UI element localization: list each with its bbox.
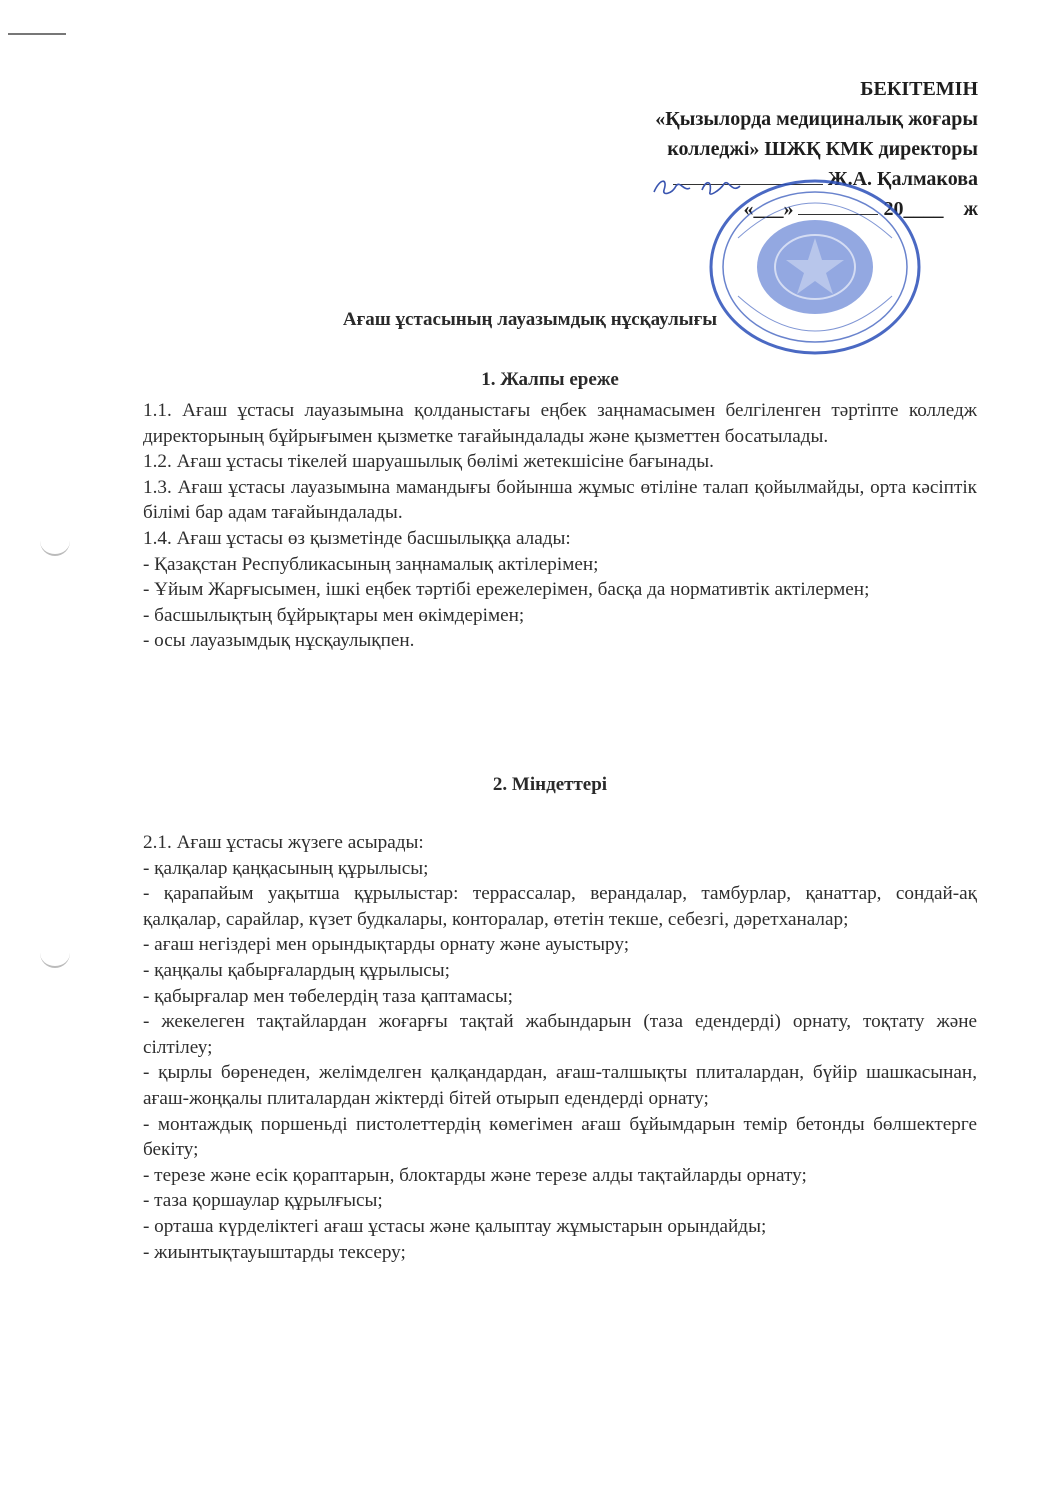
- date-day: «___»: [743, 198, 794, 220]
- list-item: - қабырғалар мен төбелердің таза қаптамасы;: [143, 985, 513, 1007]
- list-item: - ағаш негіздері мен орындықтарды орнату және ауыстыру;: [143, 934, 630, 956]
- section-2-body: [143, 830, 977, 1265]
- paragraph: 1.4. Ағаш ұстасы өз қызметінде басшылыққа алады:: [143, 527, 571, 549]
- approval-line-1: «Қызылорда медициналық жоғары: [655, 108, 978, 130]
- scan-artifact: [8, 33, 66, 35]
- list-item: - қалқалар қаңқасының құрылысы;: [143, 857, 429, 879]
- approval-heading: БЕКІТЕМІН: [860, 78, 978, 100]
- list-item: - таза қоршаулар құрылғысы;: [143, 1190, 383, 1212]
- list-item: - қырлы бөренеден, желімделген қалқандардан, ағаш-талшықты плиталардан, бүйір шашкасынан, ағаш-жоңқалы плиталардан жіктерді бітей отырып едендерді орнату;: [143, 1062, 977, 1109]
- list-item: - жиынтықтауыштарды тексеру;: [143, 1241, 406, 1263]
- section-1-heading: 1. Жалпы ереже: [481, 369, 619, 390]
- director-name: Ж.А. Қалмакова: [827, 168, 978, 190]
- list-item: - басшылықтың бұйрықтары мен өкімдерімен;: [143, 604, 525, 626]
- list-item: - қарапайым уақытша құрылыстар: террассалар, верандалар, тамбурлар, қанаттар, сондай-ақ қалқалар, сарайлар, күзет будкалары, конторалар, өтетін текше, себезгі, дәретханалар;: [143, 883, 977, 930]
- paragraph: 2.1. Ағаш ұстасы жүзеге асырады:: [143, 832, 424, 853]
- paragraph: 1.3. Ағаш ұстасы лауазымына мамандығы бойынша жұмыс өтіліне талап қойылмайды, орта кәсіптік білімі бар адам тағайындалады.: [143, 476, 977, 524]
- section-2-heading: 2. Міндеттері: [492, 774, 608, 795]
- list-item: - Қазақстан Республикасының заңнамалық актілерімен;: [143, 553, 599, 575]
- list-item: - осы лауазымдық нұсқаулықпен.: [143, 630, 415, 652]
- list-item: - қаңқалы қабырғалардың құрылысы;: [143, 959, 450, 981]
- paragraph: 1.2. Ағаш ұстасы тікелей шаруашылық бөлімі жетекшісіне бағынады.: [143, 451, 714, 473]
- list-item: - Ұйым Жарғысымен, ішкі еңбек тәртібі ережелерімен, басқа да нормативтік актілермен;: [143, 579, 870, 601]
- punch-hole-mark: [40, 540, 70, 556]
- punch-hole-mark: [40, 952, 70, 968]
- list-item: - терезе және есік қораптарын, блоктарды және терезе алды тақтайларды орнату;: [143, 1164, 807, 1186]
- date-suffix: ж: [963, 198, 978, 220]
- document-title: Ағаш ұстасының лауазымдық нұсқаулығы: [342, 309, 718, 330]
- list-item: - жекелеген тақтайлардан жоғарғы тақтай жабындарын (таза едендерді) орнату, тоқтату және сілтілеу;: [143, 1011, 977, 1058]
- list-item: - орташа күрделіктегі ағаш ұстасы және қалыптау жұмыстарын орындайды;: [143, 1215, 767, 1237]
- paragraph: 1.1. Ағаш ұстасы лауазымына қолданыстағы еңбек заңнамасымен белгіленген тәртіпте колледж директорының бұйрығымен қызметке тағайындалады және қызметтен босатылады.: [143, 400, 977, 447]
- date-year: 20____: [883, 198, 944, 220]
- list-item: - монтаждық поршеньді пистолеттердің көмегімен ағаш бұйымдарын темір бетонды бөлшектерге бекіту;: [143, 1113, 977, 1161]
- section-1-body: [143, 398, 977, 654]
- approval-line-2: колледжі» ШЖҚ КМК директоры: [667, 138, 978, 160]
